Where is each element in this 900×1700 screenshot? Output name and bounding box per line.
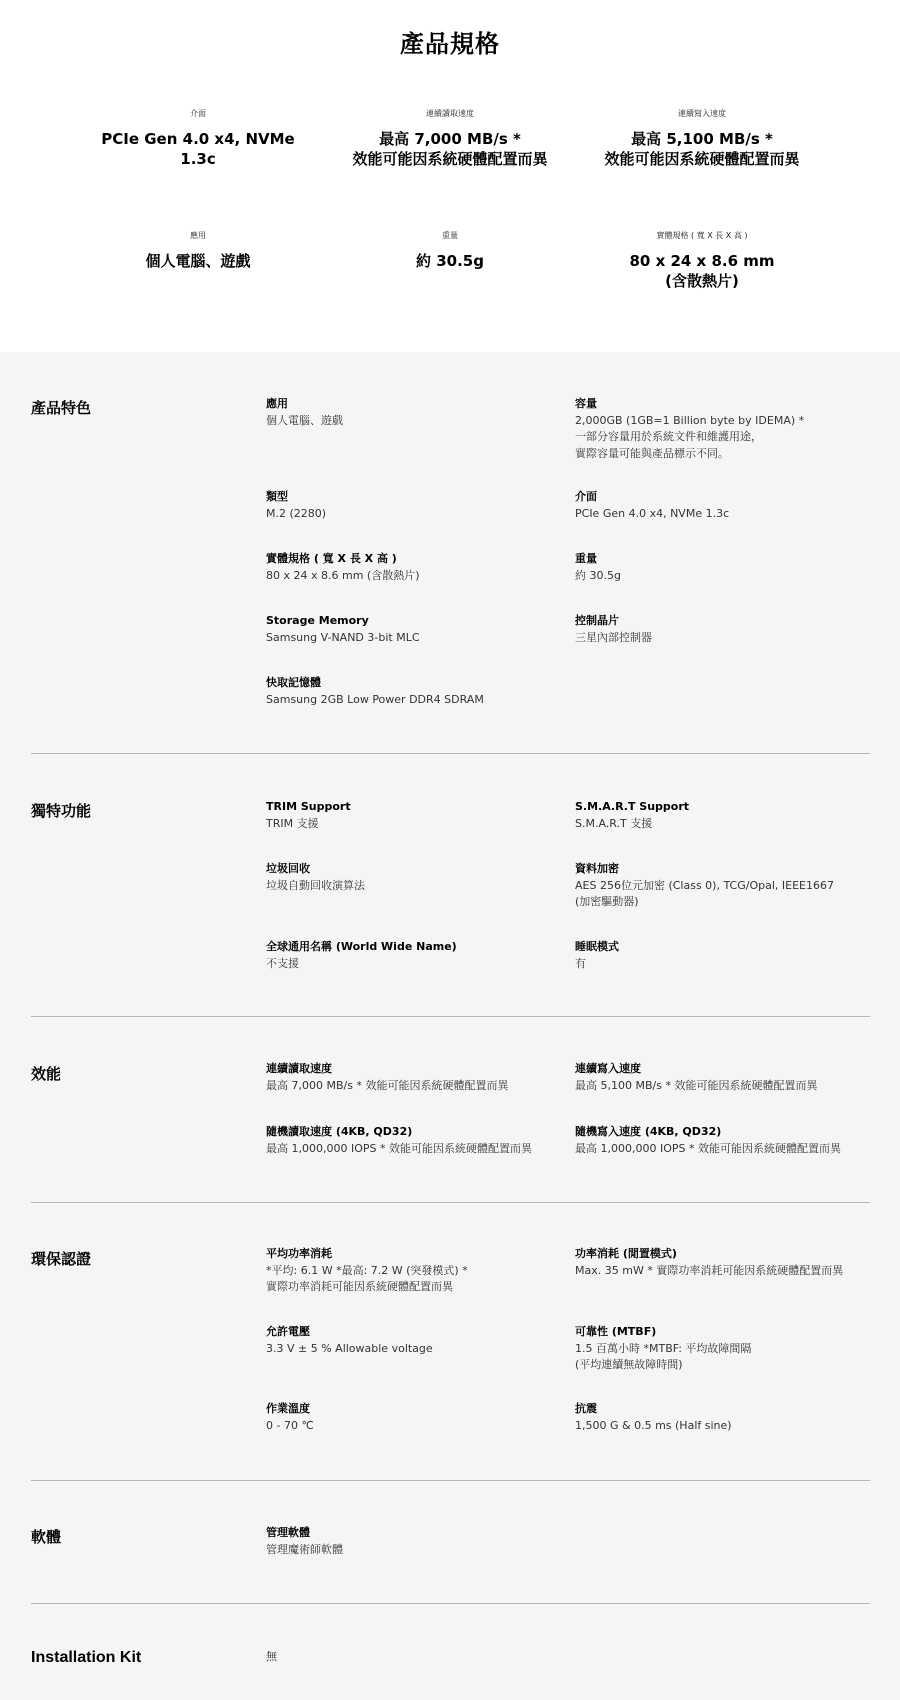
- spec-item: [575, 1124, 875, 1157]
- spec-item: [575, 799, 875, 832]
- spec-title: 全球通用名稱 (World Wide Name): [266, 940, 457, 953]
- section-divider: [31, 753, 870, 754]
- spec-item: [266, 1525, 566, 1558]
- spec-title: Storage Memory: [266, 614, 369, 627]
- spec-value: *平均: 6.1 W *最高: 7.2 W (突發模式) * 實際功率消耗可能因系統硬體配置而異: [266, 1263, 468, 1293]
- spec-value: 0 - 70 ℃: [266, 1418, 314, 1432]
- spec-value: 最高 1,000,000 IOPS * 效能可能因系統硬體配置而異: [575, 1141, 841, 1155]
- spec-value: AES 256位元加密 (Class 0), TCG/Opal, IEEE1667 (加密驅動器): [575, 878, 834, 908]
- spec-item: [266, 1401, 566, 1434]
- spec-item: [575, 551, 875, 584]
- highlight-label: 應用: [190, 231, 206, 240]
- spec-item: [266, 551, 566, 584]
- spec-item: [575, 396, 875, 462]
- spec-title: 介面: [575, 490, 597, 503]
- spec-value: 80 x 24 x 8.6 mm (含散熱片): [266, 568, 420, 582]
- spec-value: 1,500 G & 0.5 ms (Half sine): [575, 1418, 732, 1432]
- spec-title: 控制晶片: [575, 614, 619, 627]
- spec-value: TRIM 支援: [266, 816, 319, 830]
- highlight-label: 實體規格 ( 寬 X 長 X 高 ): [656, 231, 748, 240]
- highlight-value: 80 x 24 x 8.6 mm (含散熱片): [629, 252, 775, 290]
- spec-value: 2,000GB (1GB=1 Billion byte by IDEMA) * 一部分容量用於系統文件和維護用途， 實際容量可能與產品標示不同。: [575, 413, 805, 460]
- spec-value: 約 30.5g: [575, 568, 621, 582]
- spec-value: Max. 35 mW * 實際功率消耗可能因系統硬體配置而異: [575, 1263, 844, 1277]
- spec-title: 平均功率消耗: [266, 1247, 332, 1260]
- spec-title: 管理軟體: [266, 1526, 310, 1539]
- spec-item: [575, 613, 875, 646]
- section-title-installation-kit: Installation Kit: [31, 1649, 142, 1666]
- section-title-unique-features: 獨特功能: [31, 802, 92, 820]
- highlight-value: 約 30.5g: [416, 252, 484, 270]
- spec-value: 最高 5,100 MB/s * 效能可能因系統硬體配置而異: [575, 1078, 818, 1092]
- spec-title: 應用: [266, 397, 288, 410]
- spec-title: 隨機寫入速度 (4KB, QD32): [575, 1125, 722, 1138]
- spec-item: [575, 489, 875, 522]
- highlight-dimensions: [582, 230, 822, 291]
- spec-item: [266, 675, 566, 708]
- spec-title: 容量: [575, 397, 597, 410]
- page-title: 產品規格: [400, 30, 500, 58]
- highlight-value: PCIe Gen 4.0 x4, NVMe 1.3c: [101, 130, 295, 168]
- spec-value: 管理魔術師軟體: [266, 1542, 343, 1556]
- spec-value: 個人電腦、遊戲: [266, 413, 343, 427]
- highlight-application: [78, 230, 318, 271]
- spec-title: 功率消耗 (閒置模式): [575, 1247, 677, 1260]
- spec-value: 最高 7,000 MB/s * 效能可能因系統硬體配置而異: [266, 1078, 509, 1092]
- spec-value: 1.5 百萬小時 *MTBF: 平均故障間隔 (平均連續無故障時間): [575, 1341, 752, 1371]
- section-title-eco: 環保認證: [31, 1250, 92, 1268]
- spec-value: 垃圾自動回收演算法: [266, 878, 365, 892]
- highlight-value: 個人電腦、遊戲: [145, 252, 251, 270]
- spec-value: PCIe Gen 4.0 x4, NVMe 1.3c: [575, 506, 730, 520]
- spec-item: [266, 396, 566, 429]
- highlight-sequential-write: [582, 108, 822, 169]
- section-divider: [31, 1016, 870, 1017]
- spec-title: 連續寫入速度: [575, 1062, 641, 1075]
- spec-item: [266, 939, 566, 972]
- section-divider: [31, 1480, 870, 1481]
- spec-title: 隨機讀取速度 (4KB, QD32): [266, 1125, 413, 1138]
- spec-value: Samsung V-NAND 3-bit MLC: [266, 630, 420, 644]
- highlight-interface: [78, 108, 318, 169]
- highlight-label: 連續讀取速度: [426, 109, 474, 118]
- spec-title: 作業溫度: [266, 1402, 310, 1415]
- spec-title: 重量: [575, 552, 597, 565]
- spec-item: [266, 861, 566, 894]
- spec-item: [575, 1401, 875, 1434]
- section-divider: [31, 1603, 870, 1604]
- spec-value: 不支援: [266, 956, 299, 970]
- highlight-weight: [330, 230, 570, 271]
- spec-item: [575, 1061, 875, 1094]
- spec-value: 有: [575, 956, 586, 970]
- spec-title: 睡眠模式: [575, 940, 619, 953]
- spec-item: [266, 1124, 566, 1157]
- spec-value: 三星內部控制器: [575, 630, 652, 644]
- spec-item: [266, 489, 566, 522]
- spec-title: 實體規格 ( 寬 X 長 X 高 ): [266, 552, 397, 565]
- spec-title: 資料加密: [575, 862, 619, 875]
- spec-value: 無: [266, 1650, 277, 1663]
- highlight-value: 最高 5,100 MB/s * 效能可能因系統硬體配置而異: [604, 130, 800, 168]
- spec-value: Samsung 2GB Low Power DDR4 SDRAM: [266, 692, 484, 706]
- highlight-label: 介面: [190, 109, 206, 118]
- highlight-sequential-read: [330, 108, 570, 169]
- spec-title: 快取記憶體: [266, 676, 321, 689]
- spec-title: 垃圾回收: [266, 862, 310, 875]
- highlight-label: 重量: [442, 231, 458, 240]
- spec-item: [266, 1246, 566, 1296]
- spec-item: [575, 939, 875, 972]
- spec-value: S.M.A.R.T 支援: [575, 816, 653, 830]
- spec-title: 抗震: [575, 1402, 597, 1415]
- spec-item: [575, 1246, 875, 1279]
- spec-item: [266, 799, 566, 832]
- section-title-performance: 效能: [31, 1065, 62, 1083]
- section-title-features: 產品特色: [31, 399, 92, 417]
- spec-item: [266, 1324, 566, 1357]
- spec-item: [575, 861, 875, 911]
- section-divider: [31, 1202, 870, 1203]
- spec-title: 連續讀取速度: [266, 1062, 332, 1075]
- spec-value: 最高 1,000,000 IOPS * 效能可能因系統硬體配置而異: [266, 1141, 532, 1155]
- spec-item: [266, 613, 566, 646]
- section-title-software: 軟體: [31, 1528, 62, 1546]
- spec-title: 類型: [266, 490, 288, 503]
- spec-title: S.M.A.R.T Support: [575, 800, 690, 813]
- spec-item: [266, 1649, 566, 1666]
- spec-item: [575, 1324, 875, 1374]
- spec-value: 3.3 V ± 5 % Allowable voltage: [266, 1341, 433, 1355]
- spec-title: 可靠性 (MTBF): [575, 1325, 657, 1338]
- highlight-label: 連續寫入速度: [678, 109, 726, 118]
- spec-value: M.2 (2280): [266, 506, 327, 520]
- highlight-value: 最高 7,000 MB/s * 效能可能因系統硬體配置而異: [352, 130, 548, 168]
- spec-title: TRIM Support: [266, 800, 351, 813]
- spec-title: 允許電壓: [266, 1325, 310, 1338]
- spec-item: [266, 1061, 566, 1094]
